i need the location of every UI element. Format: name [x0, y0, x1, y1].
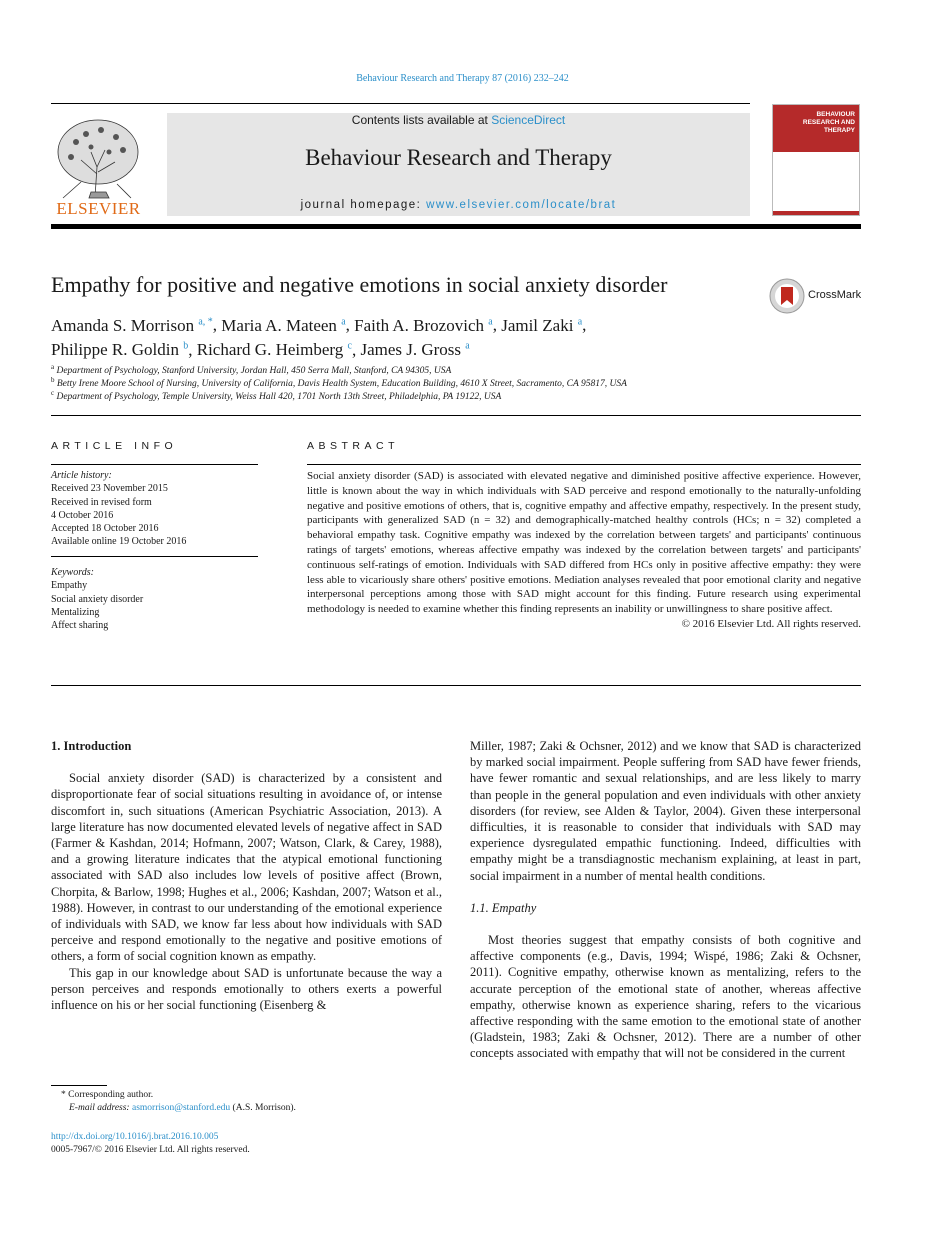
abstract-rule [307, 464, 861, 465]
article-title: Empathy for positive and negative emotions in social anxiety disorder [51, 272, 668, 297]
author-name[interactable]: James J. Gross $^a$ [360, 340, 470, 360]
header-thick-rule [51, 224, 861, 229]
history-item: Accepted 18 October 2016 [51, 523, 159, 535]
history-item: Received 23 November 2015 [51, 483, 168, 495]
affiliation-b: $^b$ Betty Irene Moore School of Nursing, University of California, Davis Health System, Education Building, 4610 X Street, Sacramento, CA 95817, USA [51, 376, 627, 390]
footnote-rule [51, 1085, 107, 1086]
affiliation-a: $^a$ Department of Psychology, Stanford University, Jordan Hall, 450 Serra Mall, Stanford, CA 94305, USA [51, 363, 452, 377]
publisher-name: ELSEVIER [56, 199, 141, 218]
article-info-heading: ARTICLE INFO [51, 440, 178, 452]
journal-cover-thumbnail[interactable] [772, 104, 860, 216]
author-name[interactable]: Maria A. Mateen $^a$ [221, 315, 346, 335]
keyword: Social anxiety disorder [51, 593, 144, 605]
author-list: Amanda S. Morrison $^{a, *}$, Maria A. Mateen $^a$, Faith A. Brozovich $^a$, Jamil Zaki $^a$, Philippe R. Goldin $^b$, Richard G. Heimberg $^c$, James J. Gross $^a$ [51, 315, 587, 360]
contents-line [167, 113, 750, 127]
issn-line: 0005-7967/© 2016 Elsevier Ltd. All rights reserved. [51, 1145, 250, 1155]
corresponding-footnote: * Corresponding author. E-mail address: asmorrison@stanford.edu (A.S. Morrison). [61, 1090, 296, 1113]
journal-reference-link[interactable]: Behaviour Research and Therapy 87 (2016) 232–242 [356, 73, 569, 84]
left-column [51, 738, 442, 1013]
history-label: Article history: [51, 470, 112, 481]
author-name[interactable]: Jamil Zaki $^a$ [501, 315, 583, 335]
cover-title: BEHAVIOUR RESEARCH AND THERAPY [802, 111, 855, 134]
author-affiliation-mark[interactable]: a [577, 316, 583, 327]
keywords-rule [51, 556, 258, 557]
article-history [51, 469, 258, 549]
author-affiliation-mark[interactable]: c [347, 340, 352, 352]
author-affiliation-mark[interactable]: a [465, 340, 470, 352]
abstract-end-rule [51, 685, 861, 686]
affiliation-c: $^c$ Department of Psychology, Temple University, Weiss Hall 420, 1701 North 13th Street, Philadelphia, PA 19122, USA [51, 389, 502, 403]
doi-link[interactable]: http://dx.doi.org/10.1016/j.brat.2016.10.005 [51, 1132, 219, 1142]
author-name[interactable]: Faith A. Brozovich $^a$ [354, 315, 493, 335]
author-affiliation-mark[interactable]: a, * [198, 316, 213, 327]
author-affiliation-mark[interactable]: b [183, 340, 189, 352]
homepage-prefix: journal homepage: [300, 199, 427, 211]
sciencedirect-link[interactable]: ScienceDirect [491, 113, 566, 127]
author-affiliation-mark[interactable]: a [488, 316, 493, 327]
cover-banner [773, 105, 859, 152]
empathy-paragraph: Most theories suggest that empathy consists of both cognitive and affective components (e.g., Davis, 1994; Wispé, 1986; Zaki & Ochsner, 2011). Cognitive empathy, otherwise known as mentalizing, refers to the accurate perception of the emotional state of another, whereas affective empathy, otherwise known as experience sharing, refers to the vicarious affective responding with the same emotion to the emotional state of another (Gladstein, 1983; Zaki & Ochsner, 2012). There are a number of other concepts associated with empathy that will not be considered in the current [470, 933, 861, 1061]
author-name[interactable]: Philippe R. Goldin $^b$ [51, 340, 189, 360]
crossmark-icon[interactable] [769, 278, 805, 314]
abstract-body [307, 469, 861, 632]
abstract-text: Social anxiety disorder (SAD) is associated with elevated negative and diminished positive affective experience. However, little is known about the way in which individuals with SAD perceive and respond emotionally to the naturally-unfolding negative and positive emotions of others, that is, cognitive empathy and affective empathy, respectively. In the present study, participants with generalized SAD (n = 32) and demographically-matched healthy controls (HCs; n = 32) completed a behavioral empathy task. Cognitive empathy was indexed by the correlation between targets' and participants' continuous ratings of targets' emotions, whereas affective empathy was indexed by the correlation between targets' and participants' continuous self-ratings of emotion. Individuals with SAD differed from HCs only in positive affective empathy: they were less able to vicariously share others' positive emotions. Mediation analyses revealed that poor emotional clarity and negative interpersonal perceptions among those with SAD might account for this finding. Future research using experimental methodology is needed to examine whether this finding represents an inability or unwillingness to share positive affect. [307, 470, 861, 616]
keyword: Affect sharing [51, 620, 109, 632]
history-item: 4 October 2016 [51, 509, 114, 521]
author-name[interactable]: Richard G. Heimberg $^c$ [196, 340, 352, 360]
homepage-line [167, 199, 750, 211]
intro-paragraph-1: Social anxiety disorder (SAD) is characterized by a consistent and disproportionate fear of social situations resulting in avoidance of, or intense discomfort in, such situations (American Psychiatric Association, 2013). A large literature has now documented elevated levels of negative affect in SAD (Farmer & Kashdan, 2014; Hofmann, 2007; Watson, Clark, & Carey, 1988), and a growing literature indicates that the atypical emotional functioning associated with SAD also includes low levels of positive affect (Brown, Chorpita, & Barlow, 1998; Hughes et al., 2006; Kashdan, 2007; Watson et al., 1988). However, in contrast to our understanding of the emotional experience of individuals with SAD, we know far less about how individuals with SAD perceive and respond emotionally to the negative and positive emotions of others, a form of social cognition known as empathy. [51, 771, 442, 964]
cover-bottom-bar [773, 211, 859, 215]
contents-prefix: Contents lists available at [351, 113, 492, 127]
author-name[interactable]: Amanda S. Morrison $^{a, *}$ [51, 315, 213, 335]
intro-paragraph-2: This gap in our knowledge about SAD is unfortunate because the way a person perceives and responds emotionally to others exerts a powerful influence on his or her social functioning (Eisenberg & [51, 965, 442, 1013]
keywords-label: Keywords: [51, 567, 94, 578]
doi-block [51, 1131, 451, 1157]
affiliation-rule [51, 415, 861, 416]
header-rule [51, 103, 750, 104]
intro-heading: 1. Introduction [51, 739, 132, 753]
right-column [470, 738, 861, 1062]
intro-paragraph-continued: Miller, 1987; Zaki & Ochsner, 2012) and we know that SAD is characterized by marked social impairment. People suffering from SAD have fewer friends, have fewer romantic and sexual relationships, and are less likely to marry than people in the general population and even individuals with other anxiety disorders (for review, see Alden & Taylor, 2004). Given these interpersonal difficulties, it is reasonable to consider that individuals with SAD may experience dysregulated empathic functioning. Indeed, difficulties with empathy might be a transdiagnostic mechanism explaining, at least in part, social impairment in a number of mental health conditions. [470, 739, 861, 883]
history-item: Received in revised form [51, 496, 152, 508]
homepage-link[interactable]: www.elsevier.com/locate/brat [426, 199, 617, 211]
article-info-rule [51, 464, 258, 465]
email-link[interactable]: asmorrison@stanford.edu [131, 1103, 231, 1113]
abstract-heading: ABSTRACT [307, 440, 400, 452]
keyword: Mentalizing [51, 606, 100, 618]
abstract-copyright: © 2016 Elsevier Ltd. All rights reserved. [681, 617, 861, 630]
crossmark-label[interactable]: CrossMark [808, 289, 862, 301]
history-item: Available online 19 October 2016 [51, 536, 187, 548]
keywords [51, 566, 258, 632]
empathy-subheading: 1.1. Empathy [470, 900, 537, 915]
journal-title: Behaviour Research and Therapy [305, 145, 612, 170]
keyword: Empathy [51, 580, 88, 592]
author-affiliation-mark[interactable]: a [341, 316, 346, 327]
